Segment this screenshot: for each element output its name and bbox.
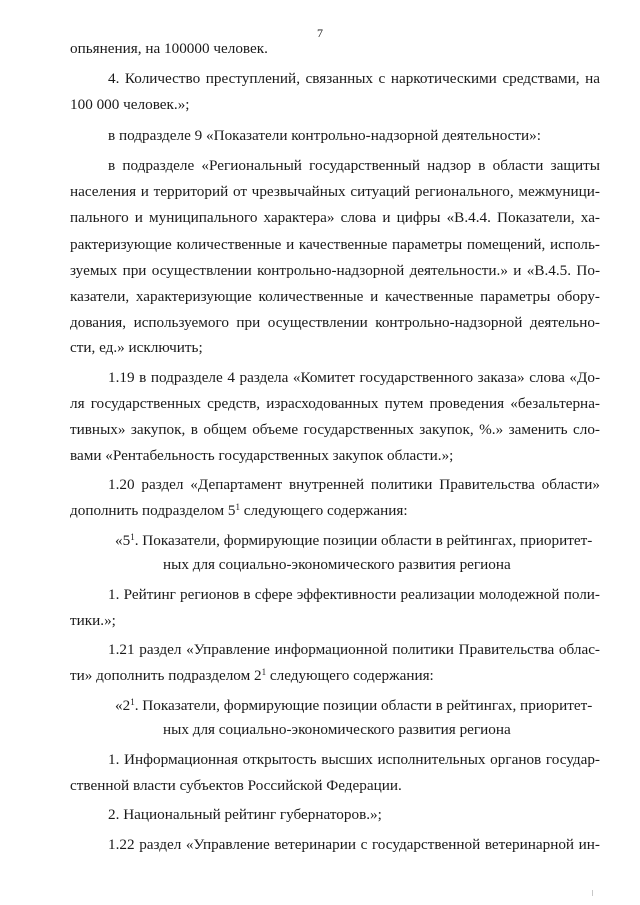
text-line: ля государственных средств, израсходованных путем проведения «безальтерна- xyxy=(70,395,600,412)
text-line: 4. Количество преступлений, связанных с наркотическими средствами, на xyxy=(108,70,600,87)
text-line: 1. Рейтинг регионов в сфере эффективности реализации молодежной поли- xyxy=(108,586,600,603)
text-line: сти, ед.» исключить; xyxy=(70,339,203,356)
text-line: 1. Информационная открытость высших исполнительных органов государ- xyxy=(108,751,600,768)
text-line: пального и муниципального характера» слова и цифры «В.4.4. Показатели, ха- xyxy=(70,209,600,226)
superscript: 1 xyxy=(235,502,240,512)
section-heading: ных для социально-экономического развития региона xyxy=(163,721,511,738)
text-segment: дополнить подразделом 5 xyxy=(70,502,236,519)
text-line: рактеризующие количественные и качественные параметры помещений, исполь- xyxy=(70,236,600,253)
text-segment: следующего содержания: xyxy=(266,667,434,684)
text-line: 1.21 раздел «Управление информационной политики Правительства облас- xyxy=(108,641,600,658)
section-heading: ных для социально-экономического развития региона xyxy=(163,556,511,573)
text-line: 100 000 человек.»; xyxy=(70,96,190,113)
text-line xyxy=(70,667,434,685)
page-number: 7 xyxy=(317,26,323,40)
text-line: тики.»; xyxy=(70,612,116,629)
text-line: дования, используемого при осуществлении контрольно-надзорной деятельно- xyxy=(70,314,600,331)
superscript: 1 xyxy=(261,667,267,677)
text-line xyxy=(70,502,408,520)
text-segment: . Показатели, формирующие позиции области в рейтингах, приоритет- xyxy=(134,532,593,549)
superscript: 1 xyxy=(130,697,135,707)
text-line: 1.19 в подразделе 4 раздела «Комитет государственного заказа» слова «До- xyxy=(108,369,600,386)
text-line: тивных» закупок, в общем объеме государственных закупок, %.» заменить сло- xyxy=(70,421,600,438)
text-line: ственной власти субъектов Российской Федерации. xyxy=(70,777,402,794)
text-line: зуемых при осуществлении контрольно-надзорной деятельности.» и «В.4.5. По- xyxy=(70,262,600,279)
text-segment: следующего содержания: xyxy=(239,502,408,519)
text-line: 2. Национальный рейтинг губернаторов.»; xyxy=(108,806,382,823)
text-line: в подразделе 9 «Показатели контрольно-надзорной деятельности»: xyxy=(108,127,541,144)
scan-mark xyxy=(592,890,593,896)
text-segment: «5 xyxy=(115,532,131,549)
text-line: населения и территорий от чрезвычайных ситуаций регионального, межмуници- xyxy=(70,183,600,200)
text-line: в подразделе «Региональный государственный надзор в области защиты xyxy=(108,157,600,174)
text-line: опьянения, на 100000 человек. xyxy=(70,40,268,57)
text-segment: «2 xyxy=(115,697,131,714)
text-segment: . Показатели, формирующие позиции области в рейтингах, приоритет- xyxy=(134,697,593,714)
section-heading xyxy=(115,532,592,550)
text-line: вами «Рентабельность государственных закупок области.»; xyxy=(70,447,454,464)
text-line: казатели, характеризующие количественные и качественные параметры обору- xyxy=(70,288,600,305)
superscript: 1 xyxy=(130,532,135,542)
section-heading xyxy=(115,697,592,715)
text-line: 1.20 раздел «Департамент внутренней политики Правительства области» xyxy=(108,476,600,493)
text-line: 1.22 раздел «Управление ветеринарии с государственной ветеринарной ин- xyxy=(108,836,600,853)
text-segment: ти» дополнить подразделом 2 xyxy=(70,667,262,684)
